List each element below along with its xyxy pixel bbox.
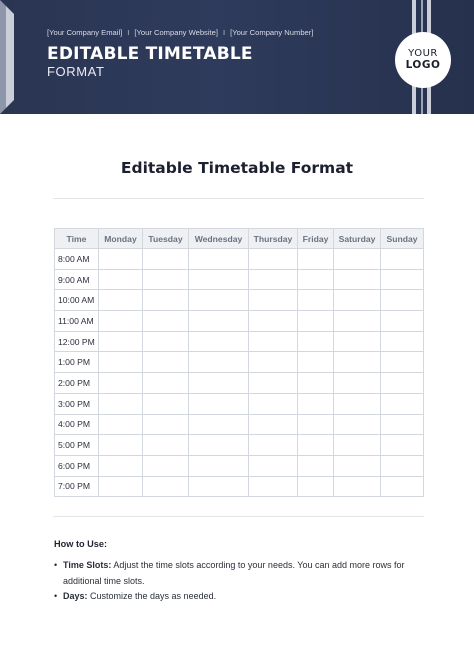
schedule-cell[interactable] xyxy=(143,269,189,290)
table-row xyxy=(55,311,424,332)
time-slot-label: 2:00 PM xyxy=(55,373,99,394)
company-logo xyxy=(395,32,451,88)
header-banner xyxy=(0,0,474,114)
schedule-cell[interactable] xyxy=(249,393,298,414)
schedule-cell[interactable] xyxy=(381,331,424,352)
schedule-cell[interactable] xyxy=(189,352,249,373)
schedule-cell[interactable] xyxy=(189,290,249,311)
table-row xyxy=(55,269,424,290)
company-contact-line xyxy=(47,28,313,37)
schedule-cell[interactable] xyxy=(334,373,381,394)
schedule-cell[interactable] xyxy=(99,331,143,352)
schedule-cell[interactable] xyxy=(99,435,143,456)
schedule-cell[interactable] xyxy=(189,311,249,332)
column-header-sunday: Sunday xyxy=(381,229,424,249)
banner-title: EDITABLE TIMETABLE xyxy=(47,44,253,64)
schedule-cell[interactable] xyxy=(381,352,424,373)
divider-bottom xyxy=(53,516,424,517)
schedule-cell[interactable] xyxy=(249,435,298,456)
schedule-cell[interactable] xyxy=(189,393,249,414)
company-email: [Your Company Email] xyxy=(47,28,123,37)
company-website: [Your Company Website] xyxy=(134,28,218,37)
schedule-cell[interactable] xyxy=(99,290,143,311)
schedule-cell[interactable] xyxy=(298,290,334,311)
schedule-cell[interactable] xyxy=(189,249,249,270)
divider-top xyxy=(53,198,424,199)
schedule-cell[interactable] xyxy=(99,311,143,332)
schedule-cell[interactable] xyxy=(143,331,189,352)
schedule-cell[interactable] xyxy=(298,373,334,394)
time-slot-label: 9:00 AM xyxy=(55,269,99,290)
schedule-cell[interactable] xyxy=(334,414,381,435)
schedule-cell[interactable] xyxy=(189,373,249,394)
schedule-cell[interactable] xyxy=(334,476,381,497)
schedule-cell[interactable] xyxy=(381,269,424,290)
schedule-cell[interactable] xyxy=(249,373,298,394)
schedule-cell[interactable] xyxy=(143,455,189,476)
schedule-cell[interactable] xyxy=(334,455,381,476)
time-slot-label: 3:00 PM xyxy=(55,393,99,414)
schedule-cell[interactable] xyxy=(189,414,249,435)
separator: I xyxy=(127,28,130,37)
time-slot-label: 1:00 PM xyxy=(55,352,99,373)
schedule-cell[interactable] xyxy=(249,352,298,373)
schedule-cell[interactable] xyxy=(189,269,249,290)
schedule-cell[interactable] xyxy=(381,290,424,311)
tip-label: Time Slots: xyxy=(63,560,112,570)
table-row xyxy=(55,393,424,414)
schedule-cell[interactable] xyxy=(298,331,334,352)
schedule-cell[interactable] xyxy=(381,373,424,394)
schedule-cell[interactable] xyxy=(143,476,189,497)
schedule-cell[interactable] xyxy=(249,414,298,435)
table-row xyxy=(55,373,424,394)
schedule-cell[interactable] xyxy=(143,373,189,394)
schedule-cell[interactable] xyxy=(143,435,189,456)
column-header-tuesday: Tuesday xyxy=(143,229,189,249)
schedule-cell[interactable] xyxy=(381,455,424,476)
schedule-cell[interactable] xyxy=(143,290,189,311)
schedule-cell[interactable] xyxy=(189,331,249,352)
schedule-cell[interactable] xyxy=(334,435,381,456)
separator: I xyxy=(222,28,226,37)
column-header-monday: Monday xyxy=(99,229,143,249)
schedule-cell[interactable] xyxy=(249,269,298,290)
schedule-cell[interactable] xyxy=(381,435,424,456)
logo-text-your: YOUR xyxy=(408,48,438,60)
schedule-cell[interactable] xyxy=(143,352,189,373)
schedule-cell[interactable] xyxy=(143,393,189,414)
schedule-cell[interactable] xyxy=(381,311,424,332)
how-to-use-list xyxy=(54,558,414,605)
schedule-cell[interactable] xyxy=(189,435,249,456)
schedule-cell[interactable] xyxy=(99,269,143,290)
schedule-cell[interactable] xyxy=(143,249,189,270)
timetable-body xyxy=(55,249,424,497)
schedule-cell[interactable] xyxy=(334,249,381,270)
schedule-cell[interactable] xyxy=(334,269,381,290)
schedule-cell[interactable] xyxy=(298,455,334,476)
schedule-cell[interactable] xyxy=(298,435,334,456)
time-slot-label: 12:00 PM xyxy=(55,331,99,352)
schedule-cell[interactable] xyxy=(334,290,381,311)
schedule-cell[interactable] xyxy=(298,249,334,270)
tip-text: Customize the days as needed. xyxy=(87,591,217,601)
schedule-cell[interactable] xyxy=(298,476,334,497)
schedule-cell[interactable] xyxy=(249,311,298,332)
schedule-cell[interactable] xyxy=(249,455,298,476)
schedule-cell[interactable] xyxy=(249,476,298,497)
schedule-cell[interactable] xyxy=(143,311,189,332)
schedule-cell[interactable] xyxy=(298,311,334,332)
schedule-cell[interactable] xyxy=(381,249,424,270)
table-row xyxy=(55,352,424,373)
column-header-wednesday: Wednesday xyxy=(189,229,249,249)
table-row xyxy=(55,249,424,270)
schedule-cell[interactable] xyxy=(189,455,249,476)
schedule-cell[interactable] xyxy=(334,311,381,332)
banner-bevel-decoration xyxy=(0,0,14,114)
schedule-cell[interactable] xyxy=(99,352,143,373)
timetable xyxy=(54,228,424,497)
schedule-cell[interactable] xyxy=(99,414,143,435)
timetable-header-row xyxy=(55,229,424,249)
time-slot-label: 10:00 AM xyxy=(55,290,99,311)
column-header-saturday: Saturday xyxy=(334,229,381,249)
schedule-cell[interactable] xyxy=(99,373,143,394)
table-row xyxy=(55,290,424,311)
how-to-use-title: How to Use: xyxy=(54,539,108,549)
tip-label: Days: xyxy=(63,591,88,601)
column-header-friday: Friday xyxy=(298,229,334,249)
tip-text: Adjust the time slots according to your needs. You can add more rows for additional time slots. xyxy=(63,560,405,586)
schedule-cell[interactable] xyxy=(381,393,424,414)
table-row xyxy=(55,476,424,497)
schedule-cell[interactable] xyxy=(298,414,334,435)
schedule-cell[interactable] xyxy=(143,414,189,435)
schedule-cell[interactable] xyxy=(298,269,334,290)
schedule-cell[interactable] xyxy=(381,476,424,497)
column-header-time: Time xyxy=(55,229,99,249)
schedule-cell[interactable] xyxy=(189,476,249,497)
schedule-cell[interactable] xyxy=(249,290,298,311)
schedule-cell[interactable] xyxy=(99,476,143,497)
time-slot-label: 11:00 AM xyxy=(55,311,99,332)
schedule-cell[interactable] xyxy=(334,352,381,373)
schedule-cell[interactable] xyxy=(99,393,143,414)
time-slot-label: 8:00 AM xyxy=(55,249,99,270)
schedule-cell[interactable] xyxy=(249,331,298,352)
tip-days xyxy=(54,589,414,605)
banner-subtitle: FORMAT xyxy=(47,64,105,79)
schedule-cell[interactable] xyxy=(249,249,298,270)
document-heading: Editable Timetable Format xyxy=(120,159,354,177)
table-row xyxy=(55,414,424,435)
schedule-cell[interactable] xyxy=(381,414,424,435)
schedule-cell[interactable] xyxy=(334,331,381,352)
time-slot-label: 5:00 PM xyxy=(55,435,99,456)
schedule-cell[interactable] xyxy=(99,455,143,476)
schedule-cell[interactable] xyxy=(298,352,334,373)
table-row xyxy=(55,455,424,476)
time-slot-label: 6:00 PM xyxy=(55,455,99,476)
table-row xyxy=(55,435,424,456)
company-number: [Your Company Number] xyxy=(230,28,314,37)
tip-time-slots xyxy=(54,558,414,589)
table-row xyxy=(55,331,424,352)
schedule-cell[interactable] xyxy=(99,249,143,270)
logo-text-logo: LOGO xyxy=(405,58,441,71)
time-slot-label: 4:00 PM xyxy=(55,414,99,435)
column-header-thursday: Thursday xyxy=(249,229,298,249)
schedule-cell[interactable] xyxy=(334,393,381,414)
schedule-cell[interactable] xyxy=(298,393,334,414)
time-slot-label: 7:00 PM xyxy=(55,476,99,497)
